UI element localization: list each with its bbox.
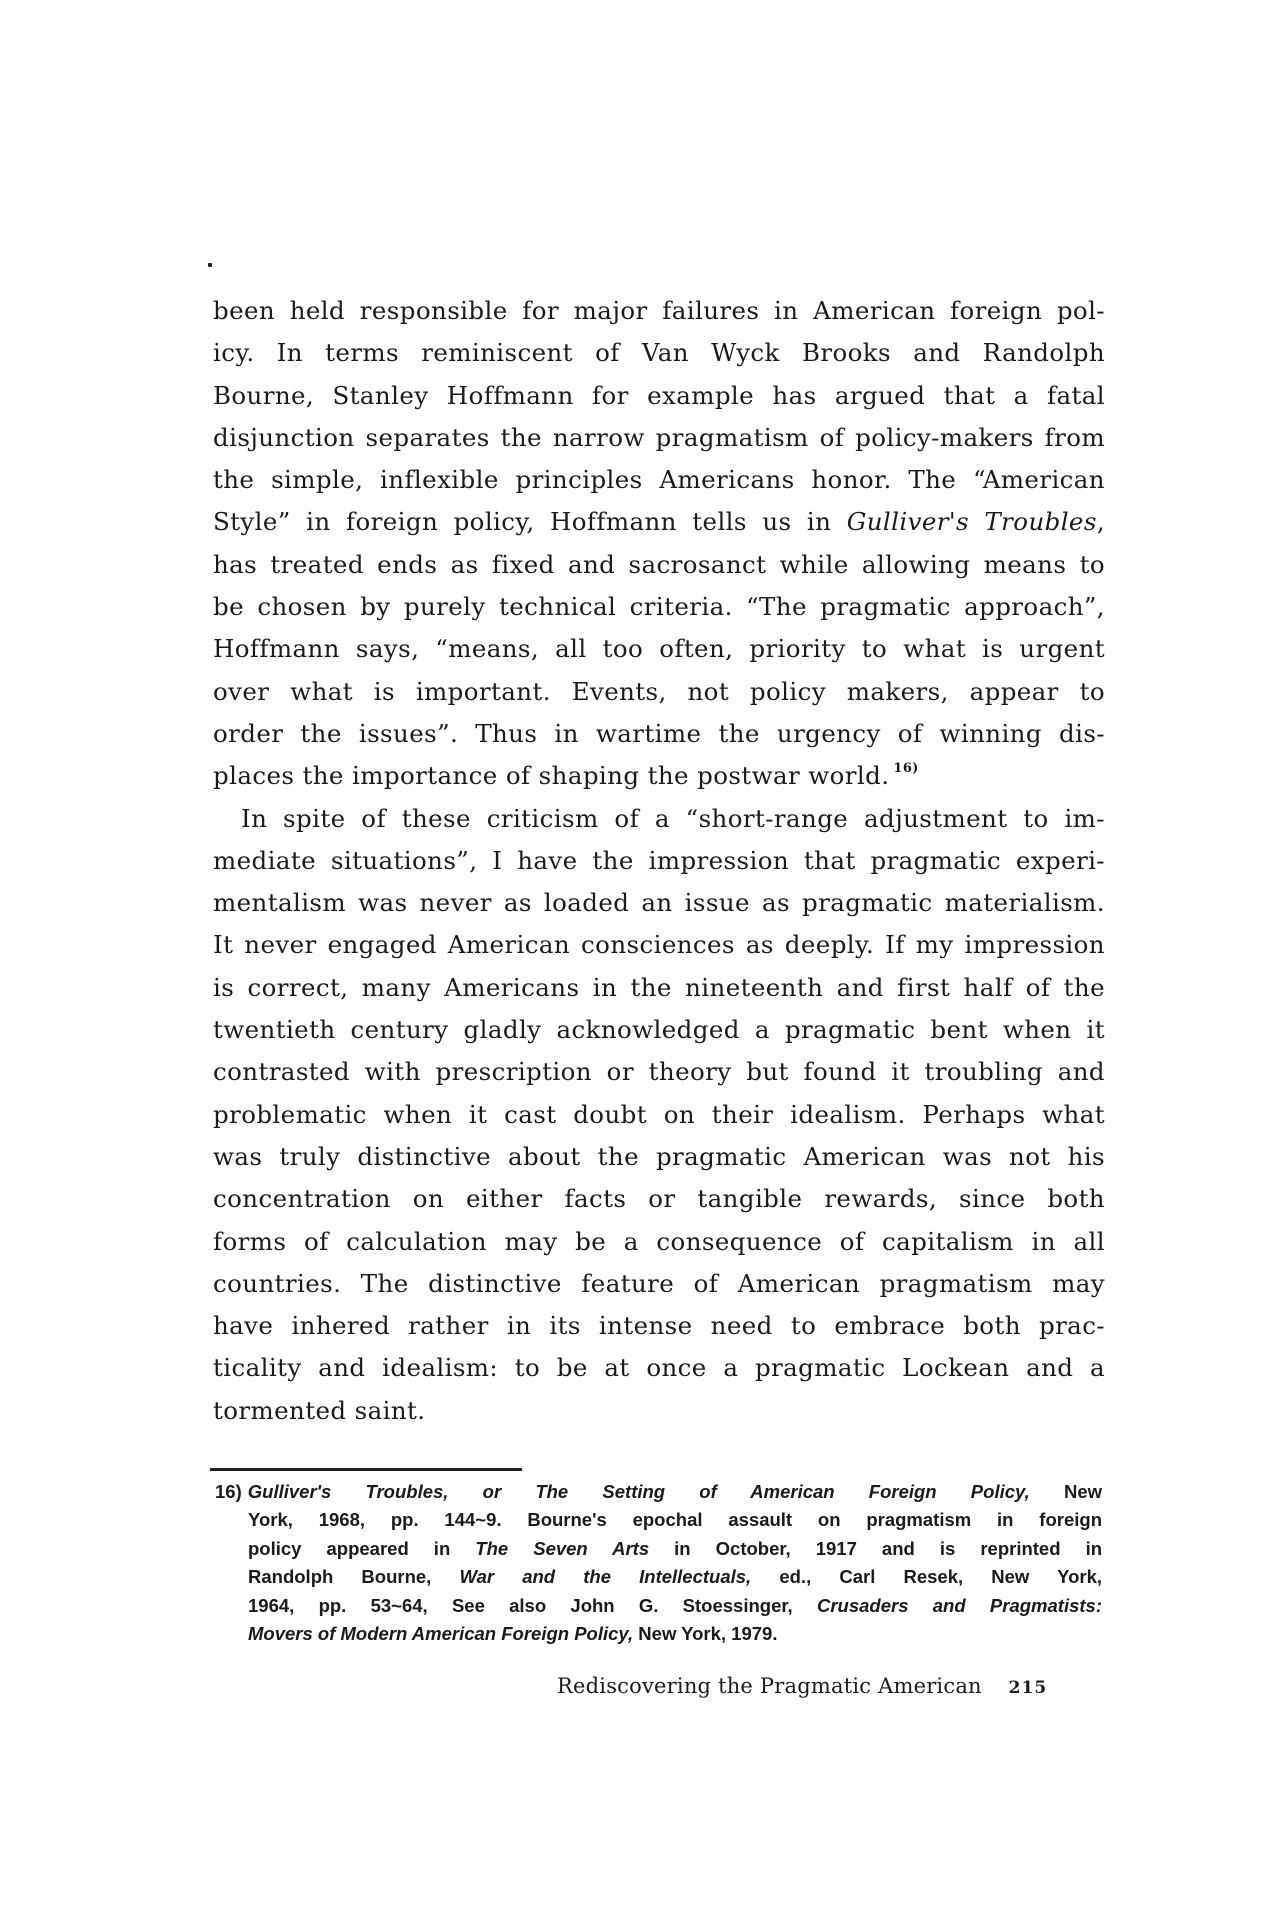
footnote-line (215, 1620, 1102, 1648)
citation-title: Movers of Modern American Foreign Policy, (248, 1622, 634, 1644)
text-line: is correct, many Americans in the nineteenth and first half of the (213, 972, 1105, 1002)
footnote-rule (210, 1468, 522, 1471)
text-line: mentalism was never as loaded an issue as pragmatic materialism. (213, 888, 1105, 918)
text-line: twentieth century gladly acknowledged a pragmatic bent when it (213, 1015, 1105, 1045)
citation-text: York, 1968, pp. 144~9. Bourne's epochal assault on pragmatism in foreign (248, 1509, 1102, 1531)
text-line: forms of calculation may be a consequence of capitalism in all (213, 1226, 1105, 1256)
citation-title: The Seven Arts (475, 1537, 650, 1559)
text-line: concentration on either facts or tangible rewards, since both (213, 1184, 1105, 1214)
text-line: mediate situations”, I have the impression that pragmatic experi- (213, 845, 1105, 875)
citation-text: New York, 1979. (633, 1622, 778, 1644)
text-line: tormented saint. (213, 1395, 426, 1425)
book-title: Gulliver's Troubles (846, 507, 1097, 537)
text-line: It never engaged American consciences as deeply. If my impression (213, 930, 1105, 960)
text-line: countries. The distinctive feature of American pragmatism may (213, 1268, 1105, 1298)
citation-title: Gulliver's Troubles, or The Setting of American Foreign Policy, (247, 1481, 1030, 1502)
text-line: was truly distinctive about the pragmatic American was not his (213, 1141, 1105, 1171)
text-line: be chosen by purely technical criteria. “The pragmatic approach”, (213, 592, 1105, 622)
citation-text: ed., Carl Resek, New York, (751, 1566, 1102, 1588)
text-line: Hoffmann says, “means, all too often, priority to what is urgent (213, 634, 1105, 664)
citation-title: War and the Intellectuals, (459, 1566, 752, 1588)
page-footer (557, 1674, 1047, 1698)
text-line: the simple, inflexible principles Americans honor. The “American (213, 465, 1105, 495)
footnote-line (215, 1563, 1102, 1591)
page-mark-dot (208, 263, 212, 267)
text-line: over what is important. Events, not policy makers, appear to (213, 676, 1105, 706)
text-line: Bourne, Stanley Hoffmann for example has argued that a fatal (213, 380, 1105, 410)
footnote (215, 1478, 1102, 1648)
page-number: 215 (1008, 1678, 1048, 1698)
citation-text: Randolph Bourne, (248, 1566, 460, 1588)
footnote-reference[interactable]: 16) (893, 761, 919, 777)
citation-text: policy appeared in (248, 1537, 476, 1559)
body-text (213, 290, 1105, 1432)
footnote-line (215, 1506, 1102, 1534)
footnote-line (215, 1592, 1102, 1620)
citation-text: 1964, pp. 53~64, See also John G. Stoessinger, (248, 1594, 817, 1616)
text-line: In spite of these criticism of a “short-range adjustment to im- (241, 803, 1105, 833)
text-line: contrasted with prescription or theory but found it troubling and (213, 1057, 1105, 1087)
text-line: icy. In terms reminiscent of Van Wyck Brooks and Randolph (213, 338, 1105, 368)
text-line: has treated ends as fixed and sacrosanct while allowing means to (213, 549, 1105, 579)
text-line: ticality and idealism: to be at once a pragmatic Lockean and a (213, 1353, 1105, 1383)
text-line: have inhered rather in its intense need to embrace both prac- (213, 1311, 1105, 1341)
citation-title: Crusaders and Pragmatists: (816, 1594, 1102, 1616)
text-line: been held responsible for major failures in American foreign pol- (213, 296, 1105, 325)
text-line: problematic when it cast doubt on their idealism. Perhaps what (213, 1099, 1105, 1129)
text-line: Style” in foreign policy, Hoffmann tells us in Gulliver's Troubles, (213, 507, 1106, 537)
text-line: disjunction separates the narrow pragmatism of policy-makers from (213, 422, 1105, 452)
footnote-number: 16) (215, 1481, 242, 1502)
text-line: order the issues”. Thus in wartime the urgency of winning dis- (213, 718, 1105, 748)
citation-text: New (1029, 1481, 1102, 1502)
citation-text: in October, 1917 and is reprinted in (649, 1537, 1103, 1559)
footnotes (215, 1478, 1102, 1648)
footnote-line (215, 1535, 1102, 1563)
footnote-line (215, 1478, 1102, 1506)
text-line: places the importance of shaping the postwar world. $^{16)}$ (213, 761, 919, 791)
paragraph (213, 798, 1105, 1432)
running-footer-title: Rediscovering the Pragmatic American (557, 1674, 982, 1698)
paragraph (213, 290, 1105, 798)
